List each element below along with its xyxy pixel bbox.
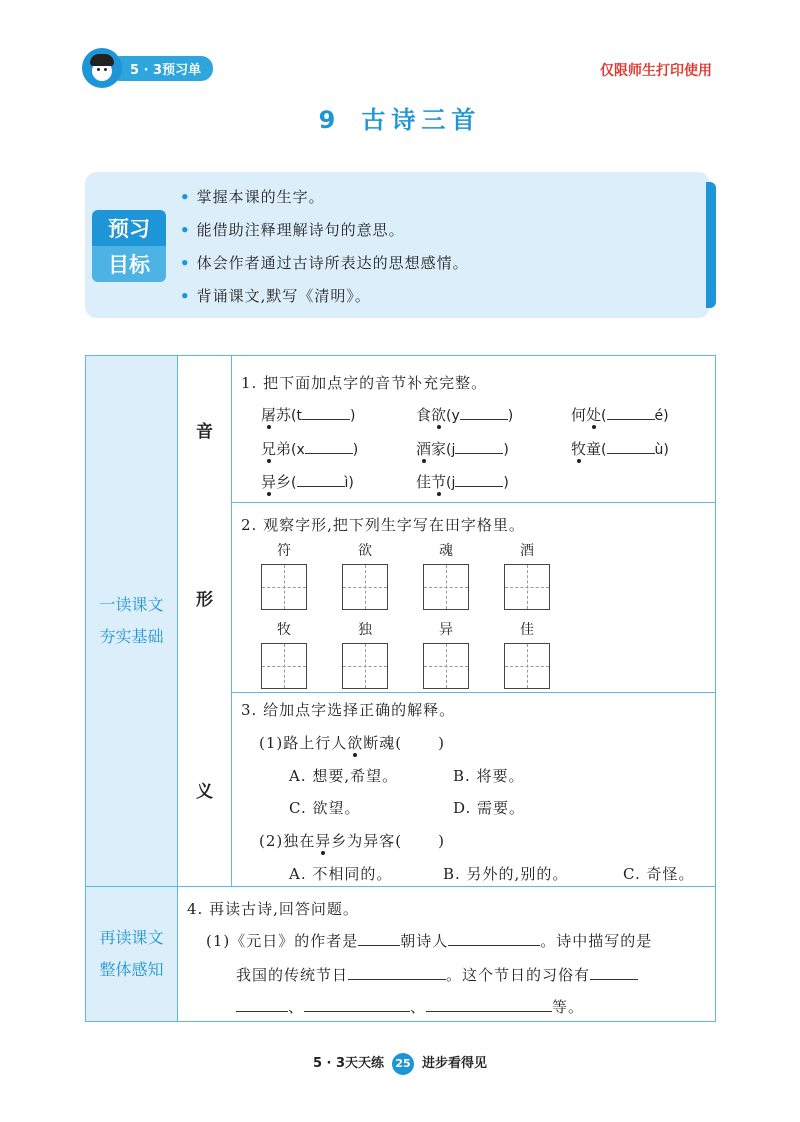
- answer-blank[interactable]: [348, 965, 446, 980]
- goals-list: [180, 186, 469, 318]
- goal-item: • 体会作者通过古诗所表达的思想感情。: [180, 254, 469, 272]
- preview-goals-box: [85, 172, 710, 318]
- page-number: 25: [392, 1053, 414, 1075]
- goal-item: • 掌握本课的生字。: [180, 188, 325, 206]
- q4-line2: 我国的传统节日 。这个节日的习俗有: [236, 964, 638, 985]
- mascot-icon: [82, 48, 122, 88]
- print-notice: 仅限师生打印使用: [600, 63, 712, 79]
- tianzige-cell[interactable]: 佳: [504, 621, 550, 689]
- lesson-number: 9: [318, 106, 342, 134]
- pinyin-blank[interactable]: [305, 439, 353, 454]
- q4-line3: 、 、 等。: [236, 996, 584, 1017]
- pinyin-item: 牧童( ù): [571, 440, 669, 458]
- page-title: [0, 100, 800, 135]
- footer-left: 5 · 3天天练: [312, 1056, 385, 1071]
- tianzige-cell[interactable]: 魂: [423, 542, 469, 610]
- option[interactable]: D. 需要。: [453, 799, 526, 817]
- pinyin-item: 酒家(j ): [416, 440, 509, 458]
- section2-label: 再读课文 整体感知: [86, 887, 177, 1021]
- answer-blank[interactable]: [426, 997, 552, 1012]
- question-2: 2. 观察字形,把下列生字写在田字格里。: [241, 516, 525, 534]
- question-4: 4. 再读古诗,回答问题。: [187, 900, 359, 918]
- tianzige-cell[interactable]: 酒: [504, 542, 550, 610]
- goal-item: • 背诵课文,默写《清明》。: [180, 287, 371, 305]
- pinyin-blank[interactable]: [607, 405, 655, 420]
- pinyin-blank[interactable]: [302, 405, 350, 420]
- section1-label: 一读课文 夯实基础: [86, 356, 177, 886]
- pinyin-blank[interactable]: [455, 439, 503, 454]
- answer-blank[interactable]: [304, 997, 410, 1012]
- tianzige-cell[interactable]: 符: [261, 542, 307, 610]
- answer-blank[interactable]: [590, 965, 638, 980]
- q4-line1: (1)《元日》的作者是 朝诗人 。诗中描写的是: [206, 932, 653, 950]
- option[interactable]: C. 奇怪。: [623, 865, 695, 883]
- pinyin-item: 何处( é): [571, 406, 669, 424]
- question-3: 3. 给加点字选择正确的解释。: [241, 701, 456, 719]
- series-badge: [82, 48, 213, 88]
- sub-question-1: (1)路上行人欲断魂( ): [259, 734, 445, 752]
- option[interactable]: B. 另外的,别的。: [443, 865, 569, 883]
- pinyin-item: 食欲(y ): [416, 406, 514, 424]
- sub-question-2: (2)独在异乡为异客( ): [259, 832, 445, 850]
- answer-blank[interactable]: [448, 931, 540, 946]
- option[interactable]: A. 想要,希望。: [289, 767, 399, 785]
- tianzige-cell[interactable]: 独: [342, 621, 388, 689]
- category-shape: 形: [196, 590, 213, 610]
- lesson-title: 古诗三首: [361, 106, 482, 134]
- goals-tag-line2: 目标: [92, 246, 166, 282]
- pinyin-item: 佳节(j ): [416, 473, 509, 491]
- category-sound: 音: [196, 421, 213, 442]
- pinyin-item: 屠苏(t ): [261, 406, 356, 424]
- question-1: 1. 把下面加点字的音节补充完整。: [241, 374, 488, 392]
- pinyin-item: 兄弟(x ): [261, 440, 359, 458]
- tianzige-cell[interactable]: 牧: [261, 621, 307, 689]
- pinyin-item: 异乡( ì): [261, 473, 354, 491]
- series-label: 5 · 3预习单: [108, 56, 213, 81]
- pinyin-blank[interactable]: [607, 439, 655, 454]
- answer-blank[interactable]: [236, 997, 288, 1012]
- pinyin-blank[interactable]: [455, 472, 503, 487]
- page-footer: [0, 1052, 800, 1075]
- pinyin-blank[interactable]: [460, 405, 508, 420]
- goals-tag-line1: 预习: [92, 210, 166, 246]
- option[interactable]: A. 不相同的。: [289, 865, 393, 883]
- option[interactable]: C. 欲望。: [289, 799, 361, 817]
- tianzige-cell[interactable]: 异: [423, 621, 469, 689]
- exercise-table: [85, 355, 716, 1022]
- answer-blank[interactable]: [358, 931, 400, 946]
- pinyin-blank[interactable]: [297, 472, 345, 487]
- goal-item: • 能借助注释理解诗句的意思。: [180, 221, 405, 239]
- tianzige-cell[interactable]: 欲: [342, 542, 388, 610]
- footer-right: 进步看得见: [422, 1056, 488, 1071]
- category-meaning: 义: [196, 782, 213, 802]
- option[interactable]: B. 将要。: [453, 767, 525, 785]
- goals-tag: [92, 210, 166, 282]
